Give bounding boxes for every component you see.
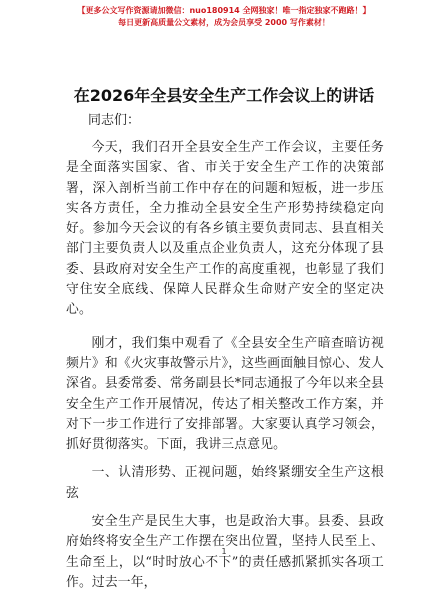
document-body xyxy=(66,138,384,593)
promo-banner xyxy=(0,5,448,28)
page-number: 1 xyxy=(221,547,227,556)
salutation: 同志们： xyxy=(88,113,141,128)
paragraph: 安全生产是民生大事，也是政治大事。县委、县政府始终将安全生产工作摆在突出位置，坚持人民至上、生命至上，以“时时放心不下”的责任感抓紧抓实各项工作。过去一年， xyxy=(66,514,384,590)
paragraph: 刚才，我们集中观看了《全县安全生产暗查暗访视频片》和《火灾事故警示片》，这些画面触目惊心、发人深省。县委常委、常务副县长*同志通报了今年以来全县安全生产工作开展情况，传达了相关整改工作方案，并对下一步工作进行了安排部署。大家要认真学习领会，抓好贯彻落实。下面，我讲三点意见。 xyxy=(66,335,384,453)
promo-banner-line1: 【更多公文写作资源请加微信：nuo180914 全网独家！唯一指定独家不跑路！】 xyxy=(77,6,371,15)
section-heading: 一、认清形势、正视问题，始终紧绷安全生产这根弦 xyxy=(66,465,384,501)
promo-banner-line2: 每日更新高质量公文素材，成为会员享受 2000 写作素材！ xyxy=(118,18,330,27)
paragraph: 今天，我们召开全县安全生产工作会议，主要任务是全面落实国家、省、市关于安全生产工作的决策部署，深入剖析当前工作中存在的问题和短板，进一步压实各方责任，全力推动全县安全生产形势持续稳定向好。参加今天会议的有各乡镇主要负责同志、县直相关部门主要负责人以及重点企业负责人，这充分体现了县委、县政府对安全生产工作的高度重视，也彰显了我们守住安全底线、保障人民群众生命财产安全的坚定决心。 xyxy=(66,140,384,318)
document-title: 在2026年全县安全生产工作会议上的讲话 xyxy=(73,86,375,105)
